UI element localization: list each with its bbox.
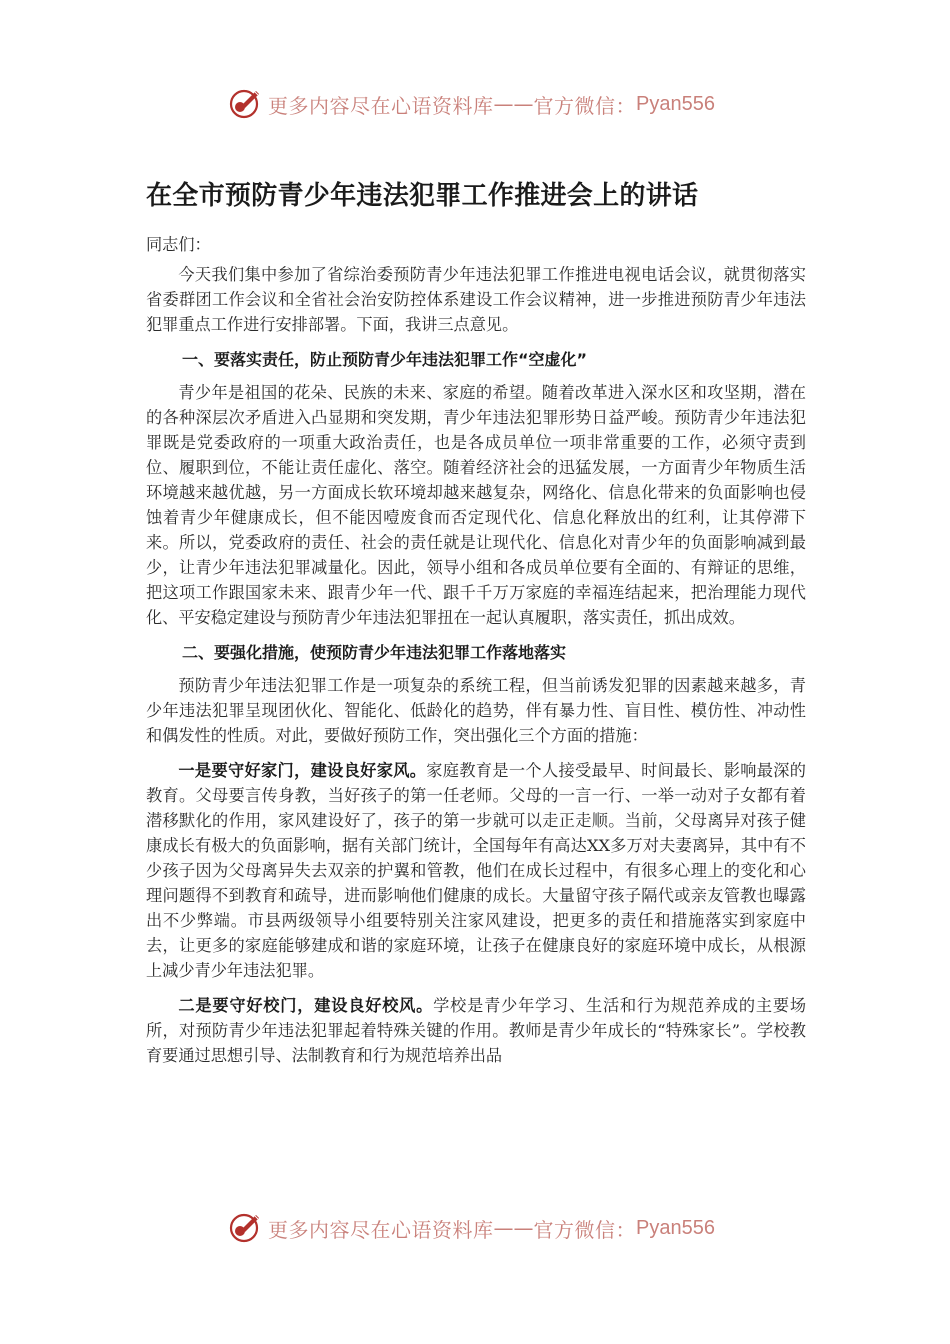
- point-1-text: 家庭教育是一个人接受最早、时间最长、影响最深的教育。父母要言传身教，当好孩子的第一任老师。父母的一言一行、一举一动对子女都有着潜移默化的作用，家风建设好了，孩子的第一步就可以走正走顺。当前，父母离异对孩子健康成长有极大的负面影响，据有关部门统计，全国每年有高达XX多万对夫妻离异，其中有不少孩子因为父母离异失去双亲的护翼和管教，他们在成长过程中，有很多心理上的变化和心理问题得不到教育和疏导，进而影响他们健康的成长。大量留守孩子隔代或亲友管教也曝露出不少弊端。市县两级领导小组要特别关注家风建设，把更多的责任和措施落实到家庭中去，让更多的家庭能够建成和谐的家庭环境，让孩子在健康良好的家庭环境中成长，从根源上减少青少年违法犯罪。: [146, 761, 806, 980]
- document-title: 在全市预防青少年违法犯罪工作推进会上的讲话: [146, 181, 699, 211]
- point-2-paragraph: [146, 993, 806, 1068]
- point-2-text: 学校是青少年学习、生活和行为规范养成的主要场所，对预防青少年违法犯罪起着特殊关键的作用。教师是青少年成长的“特殊家长”。学校教育要通过思想引导、法制教育和行为规范培养出品: [146, 996, 807, 1065]
- banner-wechat-label: 官方微信：: [533, 1217, 636, 1242]
- banner-separator: ——: [493, 1216, 534, 1240]
- point-1-lead: 一是要守好家门，建设良好家风。: [178, 761, 427, 780]
- banner-wechat-id: Pyan556: [636, 1216, 715, 1239]
- banner-wechat-id: Pyan556: [636, 92, 715, 115]
- point-2-lead: 二是要守好校门，建设良好校风。: [178, 996, 434, 1015]
- pen-logo-icon: [228, 1211, 262, 1245]
- banner-site-text: 更多内容尽在心语资料库: [268, 93, 494, 118]
- section-2-paragraph: 预防青少年违法犯罪工作是一项复杂的系统工程，但当前诱发犯罪的因素越来越多，青少年违法犯罪呈现团伙化、智能化、低龄化的趋势，伴有暴力性、盲目性、模仿性、冲动性和偶发性的性质。对此，要做好预防工作，突出强化三个方面的措施：: [146, 676, 806, 745]
- footer-banner[interactable]: [228, 1210, 715, 1246]
- intro-paragraph: 今天我们集中参加了省综治委预防青少年违法犯罪工作推进电视电话会议，就贯彻落实省委群团工作会议和全省社会治安防控体系建设工作会议精神，进一步推进预防青少年违法犯罪重点工作进行安排部署。下面，我讲三点意见。: [146, 265, 806, 334]
- document-body: [146, 232, 806, 1068]
- section-1-heading: 一、要落实责任，防止预防青少年违法犯罪工作“空虚化”: [182, 350, 588, 369]
- section-1-paragraph: 青少年是祖国的花朵、民族的未来、家庭的希望。随着改革进入深水区和攻坚期，潜在的各种深层次矛盾进入凸显期和突发期，青少年违法犯罪形势日益严峻。预防青少年违法犯罪既是党委政府的一项重大政治责任，也是各成员单位一项非常重要的工作，必须守责到位、履职到位，不能让责任虚化、落空。随着经济社会的迅猛发展，一方面青少年物质生活环境越来越优越，另一方面成长软环境却越来越复杂，网络化、信息化带来的负面影响也侵蚀着青少年健康成长，但不能因噎废食而否定现代化、信息化释放出的红利，让其停滞下来。所以，党委政府的责任、社会的责任就是让现代化、信息化对青少年的负面影响减到最少，让青少年违法犯罪减量化。因此，领导小组和各成员单位要有全面的、有辩证的思维，把这项工作跟国家未来、跟青少年一代、跟千千万万家庭的幸福连结起来，把治理能力现代化、平安稳定建设与预防青少年违法犯罪扭在一起认真履职，落实责任，抓出成效。: [146, 383, 806, 627]
- pen-logo-icon: [228, 87, 262, 121]
- banner-wechat-label: 官方微信：: [533, 93, 636, 118]
- banner-separator: ——: [493, 92, 534, 116]
- greeting: 同志们：: [146, 235, 211, 254]
- point-1-paragraph: [146, 758, 806, 983]
- banner-site-text: 更多内容尽在心语资料库: [268, 1217, 494, 1242]
- header-banner[interactable]: [228, 86, 715, 122]
- section-2-heading: 二、要强化措施，使预防青少年违法犯罪工作落地落实: [182, 643, 567, 662]
